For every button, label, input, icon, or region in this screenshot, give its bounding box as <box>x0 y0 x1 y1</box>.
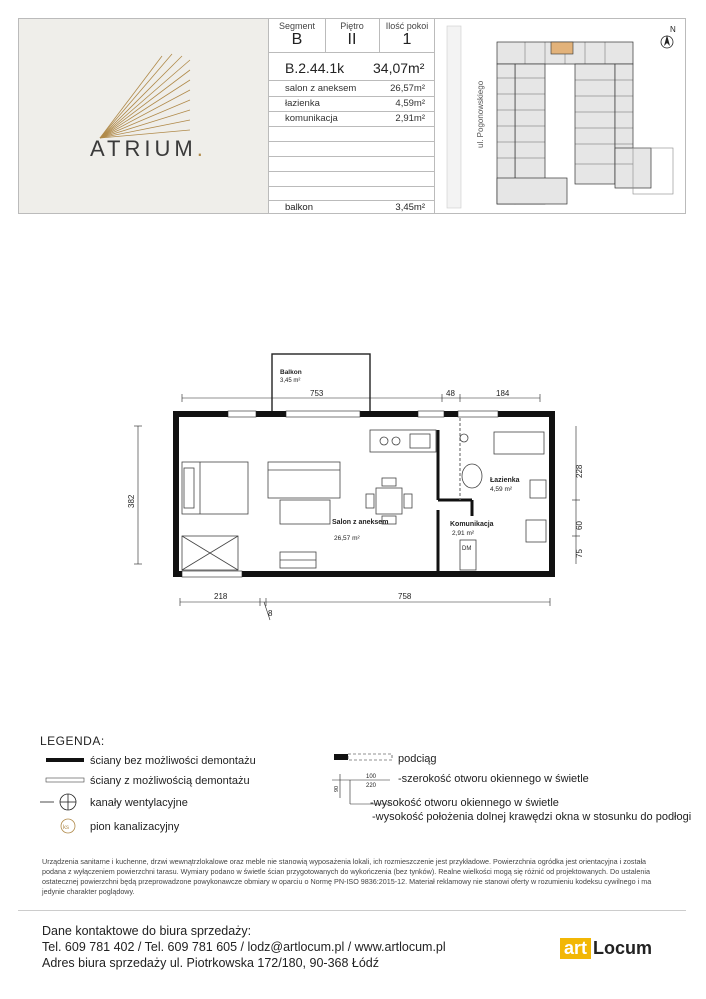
dim-75: 75 <box>575 549 584 558</box>
outer-walls <box>176 414 552 574</box>
svg-text:90: 90 <box>334 785 340 792</box>
corridor-area: 2,91 m² <box>452 530 475 537</box>
fixed-wall-icon <box>46 758 84 762</box>
unit-code: B.2.44.1k <box>285 60 345 76</box>
legend-beam: podciąg <box>398 753 437 765</box>
disclaimer: Urządzenia sanitarne i kuchenne, drzwi wewnątrzlokalowe oraz meble nie stanowią wyposażenia lokali, ich rozmieszczenie jest przykładowe. Powierzchnia ogródka jest orientacyjna i została podana z wyłączeniem powierzchni tarasu. Wymiary podano w świetle ścian przygotowanych do wykończenia (bez tynków). Realne wielkości mogą się różnić od projektowanych. Do ustalenia ostatecznej powierzchni będą przeprowadzone powykonawcze obmiary w oparciu o Normę PN-ISO 9836:2015-12. Materiał reklamowy nie stanowi oferty w rozumieniu kodeksu cywilnego i ma jedynie charakter poglądowy. <box>42 857 652 896</box>
logo-panel <box>18 18 268 214</box>
kitchen-counter <box>370 430 436 452</box>
svg-text:100: 100 <box>366 774 377 780</box>
atrium-logo-rays-icon <box>78 48 208 148</box>
floor-plan <box>120 340 590 630</box>
unit-info-panel <box>268 18 435 214</box>
dim-758: 758 <box>398 592 412 601</box>
room-row-balcony: balkon 3,45m² <box>285 202 425 213</box>
room-row-corridor: komunikacja 2,91m² <box>285 113 425 124</box>
rooms-count-cell: Ilość pokoi 1 <box>385 21 429 48</box>
legend-sewer: pion kanalizacyjny <box>90 821 180 833</box>
street-label: ul. Pogonowskiego <box>476 80 485 148</box>
removable-wall-icon <box>46 778 84 782</box>
dim-753: 753 <box>310 389 324 398</box>
dim-184: 184 <box>496 389 510 398</box>
svg-text:ks: ks <box>63 825 69 831</box>
dim-218: 218 <box>214 592 228 601</box>
salon-area: 26,57 m² <box>334 535 360 542</box>
sewer-pipe-icon <box>61 819 75 833</box>
floor-cell: Piętro II <box>325 18 380 52</box>
contact-phones-email[interactable]: Tel. 609 781 402 / Tel. 609 781 605 / lodz@artlocum.pl / www.artlocum.pl <box>42 940 446 954</box>
room-row-bathroom: łazienka 4,59m² <box>285 98 425 109</box>
svg-text:220: 220 <box>366 783 377 789</box>
brand-name: ATRIUM. <box>90 136 207 161</box>
building-key-map <box>434 18 687 214</box>
contact-address: Adres biura sprzedaży ul. Piotrkowska 172/180, 90-368 Łódź <box>42 956 379 970</box>
bathroom-label: Łazienka <box>490 477 520 484</box>
dim-48: 48 <box>446 389 455 398</box>
segment-cell: Segment B <box>269 18 326 52</box>
legend-window-height: -wysokość otworu okiennego w świetle <box>370 797 559 809</box>
artlocum-logo: art Locum <box>560 935 652 961</box>
unit-area: 34,07m² <box>373 60 425 76</box>
bathroom-area: 4,59 m² <box>490 486 513 493</box>
contact-heading: Dane kontaktowe do biura sprzedaży: <box>42 924 252 938</box>
north-arrow-icon <box>661 25 676 48</box>
beam-icon <box>334 754 348 760</box>
building-key-map-drawing <box>435 18 687 214</box>
dim-60: 60 <box>575 521 584 530</box>
salon-label: Salon z aneksem <box>332 519 389 526</box>
balcony-label: Balkon <box>280 369 302 376</box>
dim-382: 382 <box>127 494 136 508</box>
room-row-salon: salon z aneksem 26,57m² <box>285 83 425 94</box>
dining-table-icon <box>366 478 412 524</box>
legend-ventilation: kanały wentylacyjne <box>90 797 188 809</box>
corridor-label: Komunikacja <box>450 521 494 528</box>
unit-highlight <box>551 42 573 54</box>
legend-fixed-wall: ściany bez możliwości demontażu <box>90 755 256 767</box>
dim-228: 228 <box>575 464 584 478</box>
legend-window-width: -szerokość otworu okiennego w świetle <box>398 773 589 785</box>
ventilation-icon <box>40 794 76 810</box>
legend-title: LEGENDA: <box>40 734 105 748</box>
svg-text:N: N <box>670 25 676 34</box>
balcony-area: 3,45 m² <box>280 378 301 384</box>
legend-window-sill: -wysokość położenia dolnej krawędzi okna w stosunku do podłogi <box>372 811 692 823</box>
legend-removable-wall: ściany z możliwością demontażu <box>90 775 250 787</box>
dim-8: 8 <box>268 609 273 618</box>
dm-label: DM <box>462 546 472 552</box>
